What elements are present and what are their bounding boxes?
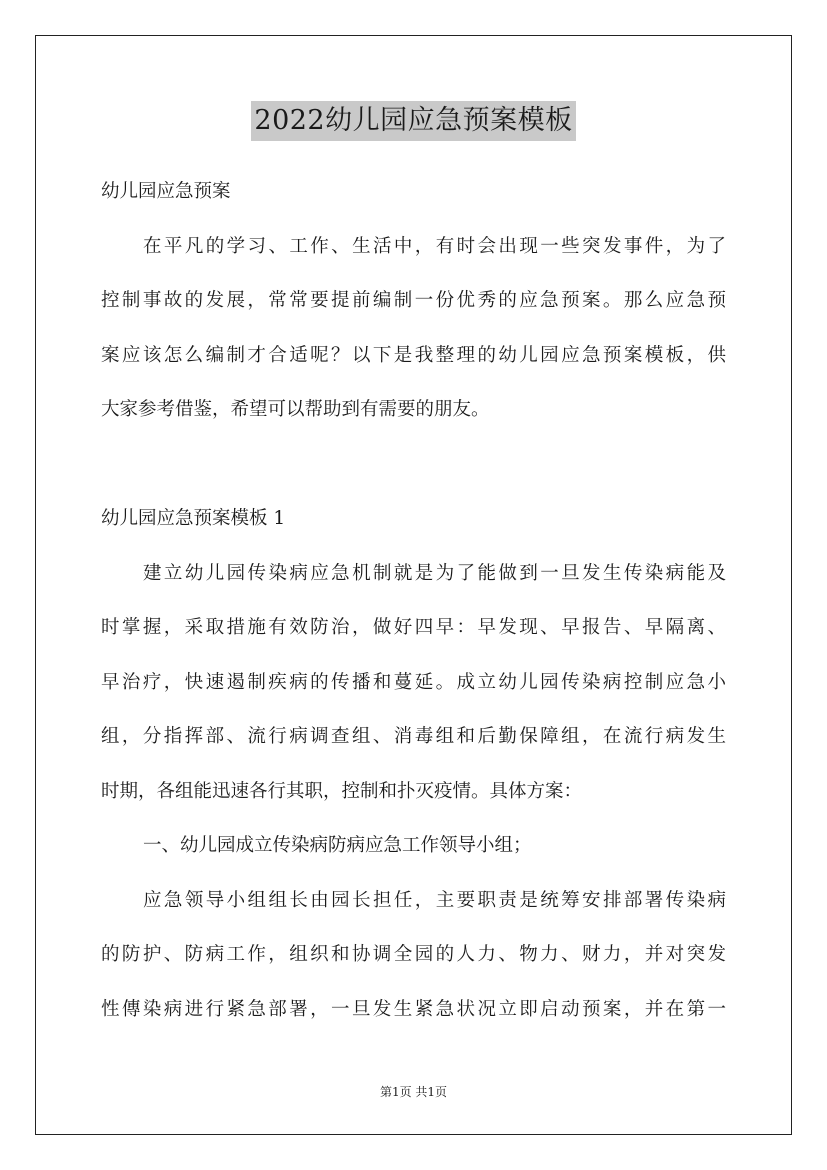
document-title: 2022幼儿园应急预案模板 <box>251 101 575 141</box>
template1-para1-line-4: 组，分指挥部、流行病调查组、消毒组和后勤保障组，在流行病发生 <box>101 726 726 747</box>
title-wrapper <box>0 101 827 141</box>
page-footer <box>0 1082 827 1102</box>
intro-line-1: 在平凡的学习、工作、生活中，有时会出现一些突发事件，为了 <box>143 235 726 257</box>
intro-heading: 幼儿园应急预案 <box>101 181 231 202</box>
intro-section <box>101 165 726 438</box>
template1-section <box>101 492 726 1037</box>
template1-para1-line-1: 建立幼儿园传染病应急机制就是为了能做到一旦发生传染病能及 <box>143 562 726 584</box>
template1-para2-line-1: 应急领导小组组长由园长担任，主要职责是统筹安排部署传染病 <box>143 889 726 911</box>
template1-item-1: 一、幼儿园成立传染病防病应急工作领导小组； <box>143 835 532 856</box>
template1-para1-line-2: 时掌握，采取措施有效防治，做好四早：早发现、早报告、早隔离、 <box>101 617 726 638</box>
template1-para1-line-5: 时期，各组能迅速各行其职，控制和扑灭疫情。具体方案： <box>101 780 583 802</box>
intro-line-3: 案应该怎么编制才合适呢？以下是我整理的幼儿园应急预案模板，供 <box>101 344 726 366</box>
page-number-label: 第1页 共1页 <box>379 1085 448 1099</box>
template1-para2-line-3: 性傳染病进行紧急部署，一旦发生紧急状况立即启动预案，并在第一 <box>101 998 726 1020</box>
intro-line-2: 控制事故的发展，常常要提前编制一份优秀的应急预案。那么应急预 <box>101 290 726 311</box>
template1-para2-line-2: 的防护、防病工作，组织和协调全园的人力、物力、财力，并对突发 <box>101 944 726 965</box>
intro-line-4: 大家参考借鉴，希望可以帮助到有需要的朋友。 <box>101 399 490 420</box>
template1-heading: 幼儿园应急预案模板 1 <box>101 508 286 529</box>
template1-para1-line-3: 早治疗，快速遏制疾病的传播和蔓延。成立幼儿园传染病控制应急小 <box>101 671 726 693</box>
